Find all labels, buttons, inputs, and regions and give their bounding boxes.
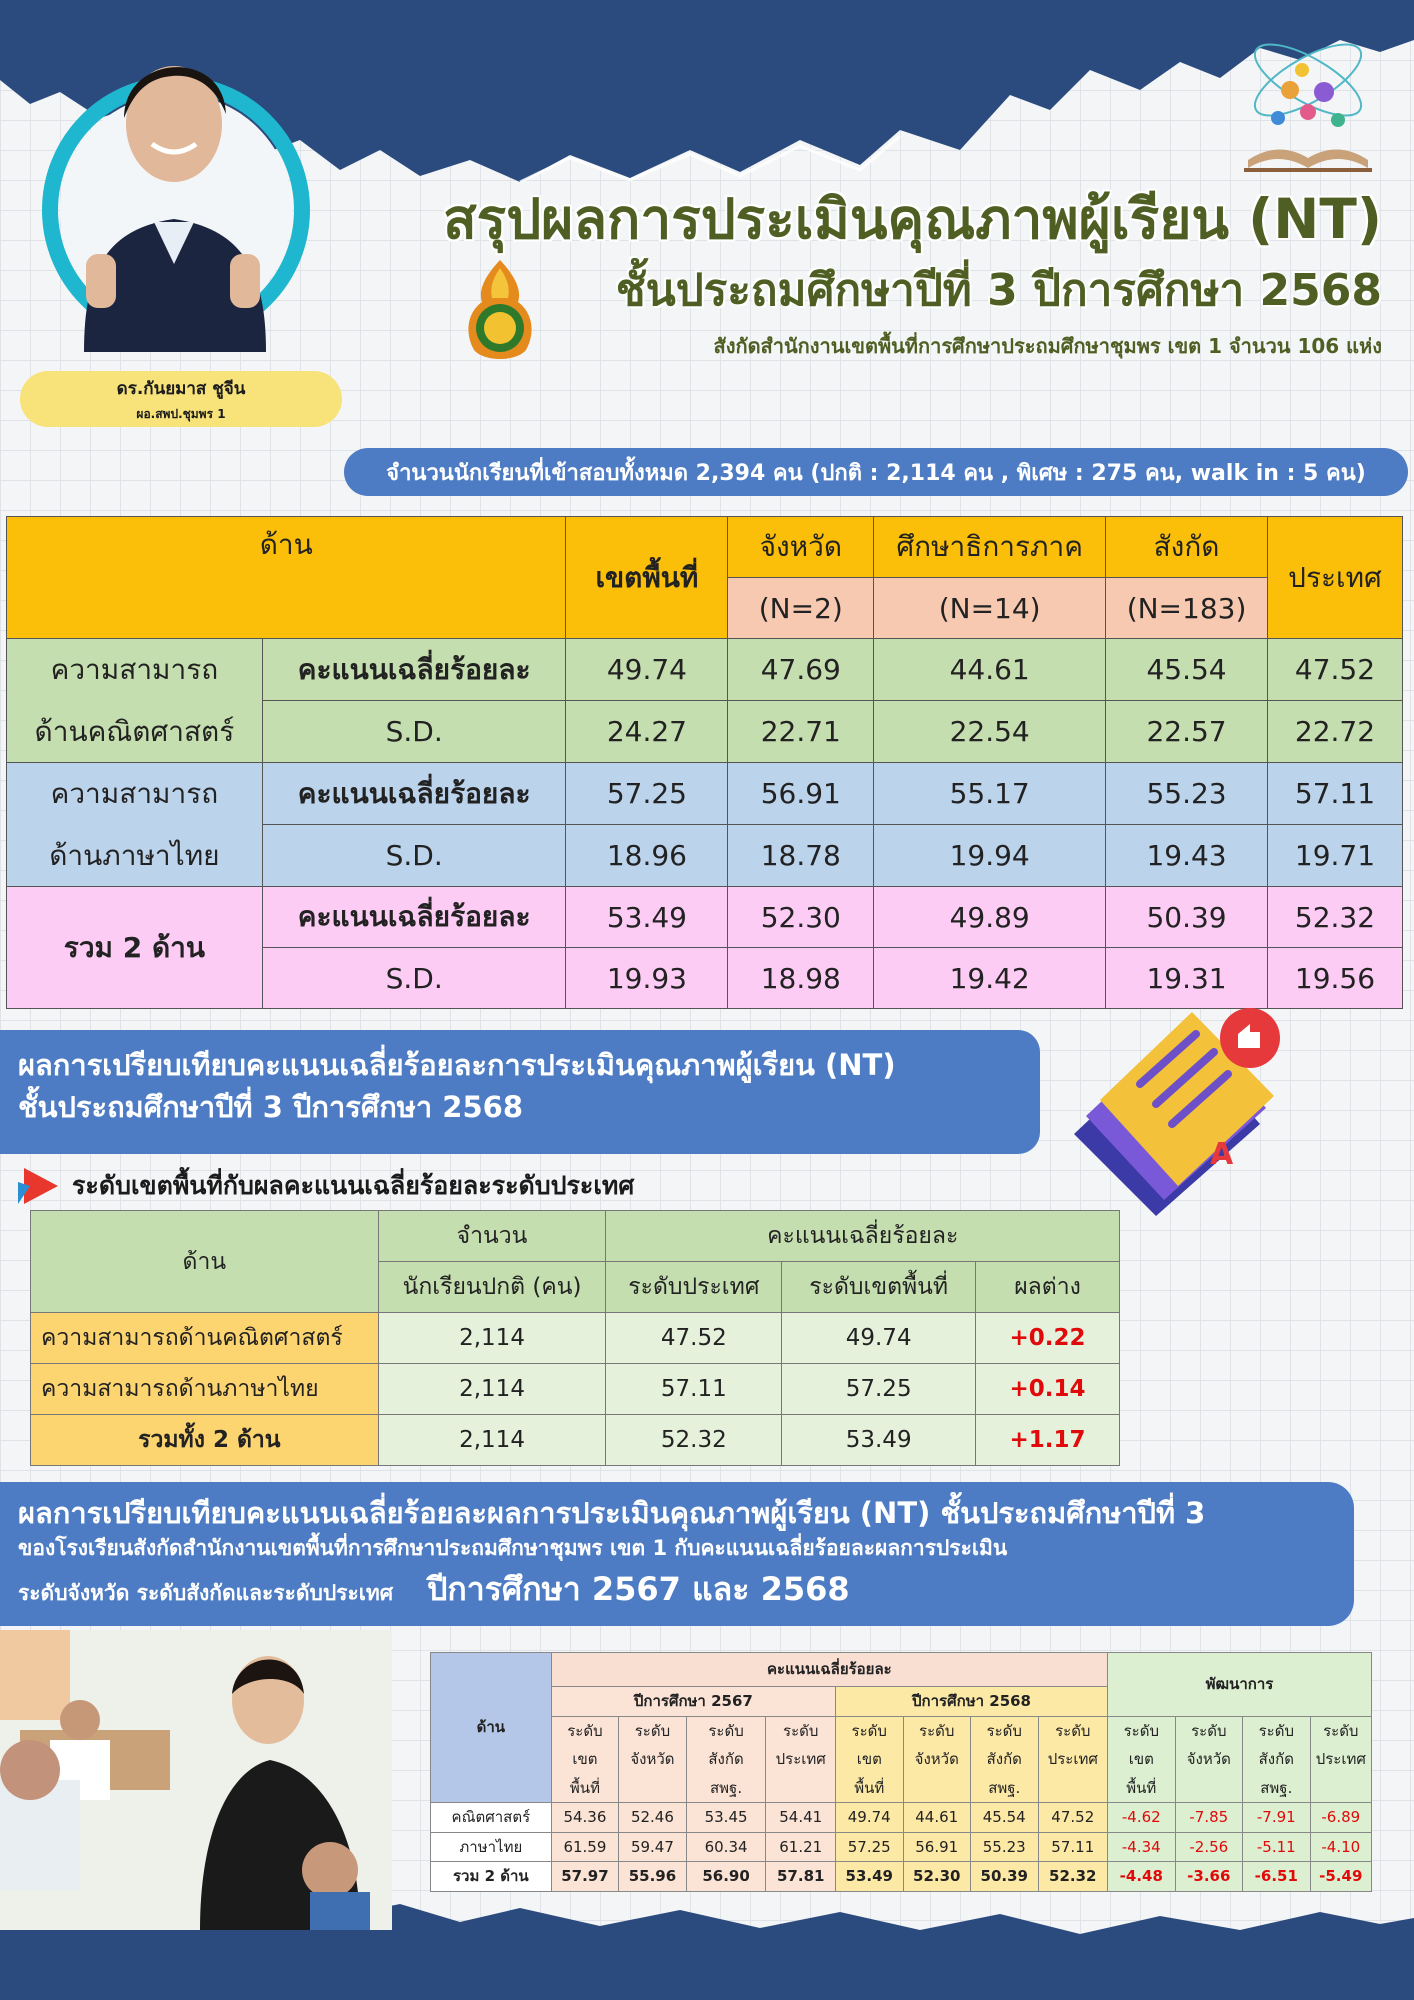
t3-sub-country (1038, 1716, 1108, 1803)
table-cell: 57.11 (1268, 763, 1403, 825)
table-cell: 18.78 (728, 825, 874, 887)
sub-line: ระดับ (1123, 1721, 1159, 1740)
sub-line: จังหวัด (630, 1750, 675, 1768)
table-cell: 53.45 (686, 1803, 766, 1833)
table-cell: 45.54 (1106, 639, 1268, 701)
sub-line: ประเทศ (1315, 1750, 1366, 1768)
table-cell: 49.89 (874, 887, 1106, 948)
table-cell: 55.17 (874, 763, 1106, 825)
sub-line: ระดับ (567, 1721, 603, 1740)
table-cell: 2,114 (378, 1415, 606, 1466)
table-cell: 57.81 (766, 1862, 836, 1892)
table-cell: 2,114 (378, 1364, 606, 1415)
t3-sub-area (551, 1716, 619, 1803)
sub-line: เขต (572, 1750, 598, 1768)
director-position: ผอ.สพป.ชุมพร 1 (136, 406, 226, 421)
sub-line: ระดับ (1258, 1721, 1294, 1740)
table-row (31, 1415, 1120, 1466)
t2-col-count-2: นักเรียนปกติ (คน) (378, 1262, 606, 1313)
section2-subtitle: ระดับเขตพื้นที่กับผลคะแนนเฉลี่ยร้อยละระดับประเทศ (72, 1171, 635, 1200)
dev-cell: -6.89 (1310, 1803, 1371, 1833)
year-comparison-table (430, 1652, 1372, 1892)
thai-label-line1: ความสามารถ (50, 777, 219, 811)
table-cell: 50.39 (971, 1862, 1039, 1892)
table-cell: 19.93 (566, 948, 728, 1009)
table-cell: 57.11 (606, 1364, 782, 1415)
row-label: ความสามารถด้านคณิตศาสตร์ (31, 1313, 379, 1364)
t2-col-diff: ผลต่าง (976, 1262, 1120, 1313)
classroom-photo (0, 1630, 392, 1930)
sub-line: ระดับ (1323, 1721, 1359, 1740)
table-cell: 54.36 (551, 1803, 619, 1833)
col-area-header: เขตพื้นที่ (566, 517, 728, 639)
table-row (431, 1832, 1372, 1862)
dev-cell: -7.85 (1175, 1803, 1243, 1833)
table-cell: 2,114 (378, 1313, 606, 1364)
section2-line1: ผลการเปรียบเทียบคะแนนเฉลี่ยร้อยละการประเมินคุณภาพผู้เรียน (NT) (18, 1048, 896, 1082)
row-label: ความสามารถด้านภาษาไทย (31, 1364, 379, 1415)
director-portrait (44, 14, 304, 352)
comparison-table (30, 1210, 1120, 1466)
table-cell: 52.32 (606, 1415, 782, 1466)
section2-banner (0, 1030, 1040, 1154)
sub-line: สพฐ. (988, 1778, 1021, 1797)
n-province: (N=2) (728, 578, 874, 639)
sd-label: S.D. (262, 825, 566, 887)
sub-line: ระดับ (919, 1721, 955, 1740)
sd-label: S.D. (262, 701, 566, 763)
table-cell: 47.52 (1268, 639, 1403, 701)
sub-line: สังกัด (986, 1750, 1022, 1768)
table-cell: 59.47 (619, 1832, 687, 1862)
table-cell: 53.49 (566, 887, 728, 948)
dev-cell: -4.48 (1108, 1862, 1176, 1892)
sub-line: ระดับ (851, 1721, 887, 1740)
sub-line: ระดับ (1191, 1721, 1227, 1740)
sd-label: S.D. (262, 948, 566, 1009)
table-cell: 49.74 (566, 639, 728, 701)
director-name-plate (20, 371, 342, 427)
graded-paper-icon (1060, 1004, 1296, 1216)
mean-label: คะแนนเฉลี่ยร้อยละ (262, 763, 566, 825)
t3-col-2567: ปีการศึกษา 2567 (551, 1687, 835, 1717)
col-country-header: ประเทศ (1268, 517, 1403, 639)
table-cell: 57.25 (782, 1364, 976, 1415)
t3-col-2568: ปีการศึกษา 2568 (836, 1687, 1108, 1717)
table-cell: 57.25 (836, 1832, 904, 1862)
row-label: คณิตศาสตร์ (431, 1803, 552, 1833)
t3-sub-area (1108, 1716, 1176, 1803)
sub-line: ระดับ (1055, 1721, 1091, 1740)
table-row (31, 1364, 1120, 1415)
t3-sub-affil (686, 1716, 766, 1803)
sub-line: พื้นที่ (1126, 1778, 1157, 1797)
table-cell: 61.21 (766, 1832, 836, 1862)
diff-cell: +1.17 (976, 1415, 1120, 1466)
table-cell: 57.25 (566, 763, 728, 825)
table-cell: 61.59 (551, 1832, 619, 1862)
student-count-pill: จำนวนนักเรียนที่เข้าสอบทั้งหมด 2,394 คน (ปกติ : 2,114 คน , พิเศษ : 275 คน, walk in : 5 คน) (344, 448, 1408, 496)
table-cell: 22.72 (1268, 701, 1403, 763)
table-cell: 52.30 (728, 887, 874, 948)
t2-col-side: ด้าน (31, 1211, 379, 1313)
table-cell: 52.46 (619, 1803, 687, 1833)
table-cell: 24.27 (566, 701, 728, 763)
dev-cell: -2.56 (1175, 1832, 1243, 1862)
table-row (431, 1862, 1372, 1892)
table-cell: 56.91 (903, 1832, 971, 1862)
section3-line3: ระดับจังหวัด ระดับสังกัดและระดับประเทศ (18, 1580, 394, 1605)
table-cell: 55.23 (971, 1832, 1039, 1862)
dev-cell: -6.51 (1243, 1862, 1311, 1892)
row-label: รวม 2 ด้าน (431, 1862, 552, 1892)
math-label-line1: ความสามารถ (50, 653, 219, 686)
sub-line: ระดับ (708, 1721, 744, 1740)
section3-banner (0, 1482, 1354, 1626)
thai-label (7, 763, 263, 887)
mean-label: คะแนนเฉลี่ยร้อยละ (262, 887, 566, 948)
mean-label: คะแนนเฉลี่ยร้อยละ (262, 639, 566, 701)
table-cell: 57.97 (551, 1862, 619, 1892)
t3-sub-affil (1243, 1716, 1311, 1803)
table-cell: 53.49 (836, 1862, 904, 1892)
t2-col-country: ระดับประเทศ (606, 1262, 782, 1313)
obec-emblem-icon (460, 256, 540, 366)
sub-line: สังกัด (708, 1750, 744, 1768)
table-cell: 22.54 (874, 701, 1106, 763)
table-cell: 44.61 (874, 639, 1106, 701)
sub-line: ประเทศ (775, 1750, 826, 1768)
table-cell: 52.32 (1038, 1862, 1108, 1892)
total-label: รวม 2 ด้าน (7, 887, 263, 1009)
table-cell: 47.52 (606, 1313, 782, 1364)
table-cell: 19.43 (1106, 825, 1268, 887)
sub-line: ระดับ (783, 1721, 819, 1740)
page-title: สรุปผลการประเมินคุณภาพผู้เรียน (NT) (443, 187, 1382, 251)
math-label (7, 639, 263, 763)
table-row (31, 1313, 1120, 1364)
t3-sub-prov (903, 1716, 971, 1803)
section3-line1: ผลการเปรียบเทียบคะแนนเฉลี่ยร้อยละผลการประเมินคุณภาพผู้เรียน (NT) ชั้นประถมศึกษาปีที่ 3 (18, 1496, 1206, 1530)
dev-cell: -4.62 (1108, 1803, 1176, 1833)
t3-col-side: ด้าน (431, 1653, 552, 1803)
director-name: ดร.กันยมาส ชูจีน (116, 378, 246, 399)
sub-line: สพฐ. (1260, 1778, 1293, 1797)
table-cell: 57.11 (1038, 1832, 1108, 1862)
section3-line3-row (18, 1565, 1354, 1613)
table-cell: 45.54 (971, 1803, 1039, 1833)
col-region-header: ศึกษาธิการภาค (874, 517, 1106, 578)
section3-years: ปีการศึกษา 2567 และ 2568 (427, 1569, 850, 1608)
table-cell: 19.71 (1268, 825, 1403, 887)
sub-line: สพฐ. (710, 1778, 743, 1797)
table-cell: 19.56 (1268, 948, 1403, 1009)
row-label: ภาษาไทย (431, 1832, 552, 1862)
t3-sub-area (836, 1716, 904, 1803)
dev-cell: -4.34 (1108, 1832, 1176, 1862)
table-cell: 52.30 (903, 1862, 971, 1892)
table-cell: 49.74 (836, 1803, 904, 1833)
sub-line: เขต (1128, 1750, 1154, 1768)
sub-line: พื้นที่ (569, 1778, 600, 1797)
sub-line: จังหวัด (1186, 1750, 1231, 1768)
table-cell: 18.98 (728, 948, 874, 1009)
table-cell: 56.91 (728, 763, 874, 825)
table-cell: 54.41 (766, 1803, 836, 1833)
t2-col-mean: คะแนนเฉลี่ยร้อยละ (606, 1211, 1120, 1262)
t3-col-dev: พัฒนาการ (1108, 1653, 1372, 1717)
summary-table (6, 516, 1403, 1009)
t3-sub-affil (971, 1716, 1039, 1803)
n-affil: (N=183) (1106, 578, 1268, 639)
table-cell: 44.61 (903, 1803, 971, 1833)
sub-line: สังกัด (1258, 1750, 1294, 1768)
sub-line: ระดับ (986, 1721, 1022, 1740)
sub-line: ประเทศ (1047, 1750, 1098, 1768)
t3-sub-country (1310, 1716, 1371, 1803)
table-cell: 22.71 (728, 701, 874, 763)
table-cell: 47.52 (1038, 1803, 1108, 1833)
thai-label-line2: ด้านภาษาไทย (49, 838, 220, 872)
dev-cell: -5.49 (1310, 1862, 1371, 1892)
table-cell: 52.32 (1268, 887, 1403, 948)
svg-text:A: A (1210, 1137, 1234, 1172)
math-label-line2: ด้านคณิตศาสตร์ (34, 714, 235, 748)
table-cell: 49.74 (782, 1313, 976, 1364)
dev-cell: -4.10 (1310, 1832, 1371, 1862)
table-cell: 22.57 (1106, 701, 1268, 763)
table-cell: 56.90 (686, 1862, 766, 1892)
t3-sub-prov (1175, 1716, 1243, 1803)
table-cell: 53.49 (782, 1415, 976, 1466)
table-cell: 19.42 (874, 948, 1106, 1009)
section3-line2: ของโรงเรียนสังกัดสำนักงานเขตพื้นที่การศึกษาประถมศึกษาชุมพร เขต 1 กับคะแนนเฉลี่ยร้อยละผลการประเมิน (18, 1536, 1008, 1561)
table-cell: 18.96 (566, 825, 728, 887)
diff-cell: +0.22 (976, 1313, 1120, 1364)
sub-line: พื้นที่ (854, 1778, 885, 1797)
t2-col-area: ระดับเขตพื้นที่ (782, 1262, 976, 1313)
page-subtitle: ชั้นประถมศึกษาปีที่ 3 ปีการศึกษา 2568 (615, 265, 1382, 316)
col-affil-header: สังกัด (1106, 517, 1268, 578)
dev-cell: -5.11 (1243, 1832, 1311, 1862)
diff-cell: +0.14 (976, 1364, 1120, 1415)
sub-line: จังหวัด (914, 1750, 959, 1768)
table-cell: 55.23 (1106, 763, 1268, 825)
col-province-header: จังหวัด (728, 517, 874, 578)
t2-col-count-1: จำนวน (378, 1211, 606, 1262)
org-line: สังกัดสำนักงานเขตพื้นที่การศึกษาประถมศึกษาชุมพร เขต 1 จำนวน 106 แห่ง (713, 334, 1382, 358)
table-cell: 60.34 (686, 1832, 766, 1862)
table-cell: 55.96 (619, 1862, 687, 1892)
table-cell: 47.69 (728, 639, 874, 701)
n-region: (N=14) (874, 578, 1106, 639)
play-arrow-icon (16, 1164, 60, 1208)
table-row (7, 639, 1403, 701)
table-cell: 19.94 (874, 825, 1106, 887)
table-row (431, 1803, 1372, 1833)
dev-cell: -7.91 (1243, 1803, 1311, 1833)
dev-cell: -3.66 (1175, 1862, 1243, 1892)
t3-sub-country (766, 1716, 836, 1803)
science-book-icon (1228, 20, 1388, 180)
table-cell: 19.31 (1106, 948, 1268, 1009)
sub-line: ระดับ (634, 1721, 671, 1740)
table-row (7, 763, 1403, 825)
section2-subtitle-row (16, 1162, 916, 1210)
t3-col-mean: คะแนนเฉลี่ยร้อยละ (551, 1653, 1107, 1687)
table-cell: 50.39 (1106, 887, 1268, 948)
section2-line2: ชั้นประถมศึกษาปีที่ 3 ปีการศึกษา 2568 (18, 1090, 524, 1125)
sub-line: เขต (856, 1750, 882, 1768)
row-label: รวมทั้ง 2 ด้าน (31, 1415, 379, 1466)
t3-sub-prov (619, 1716, 687, 1803)
table-row (7, 887, 1403, 948)
col-side-header: ด้าน (7, 517, 566, 639)
